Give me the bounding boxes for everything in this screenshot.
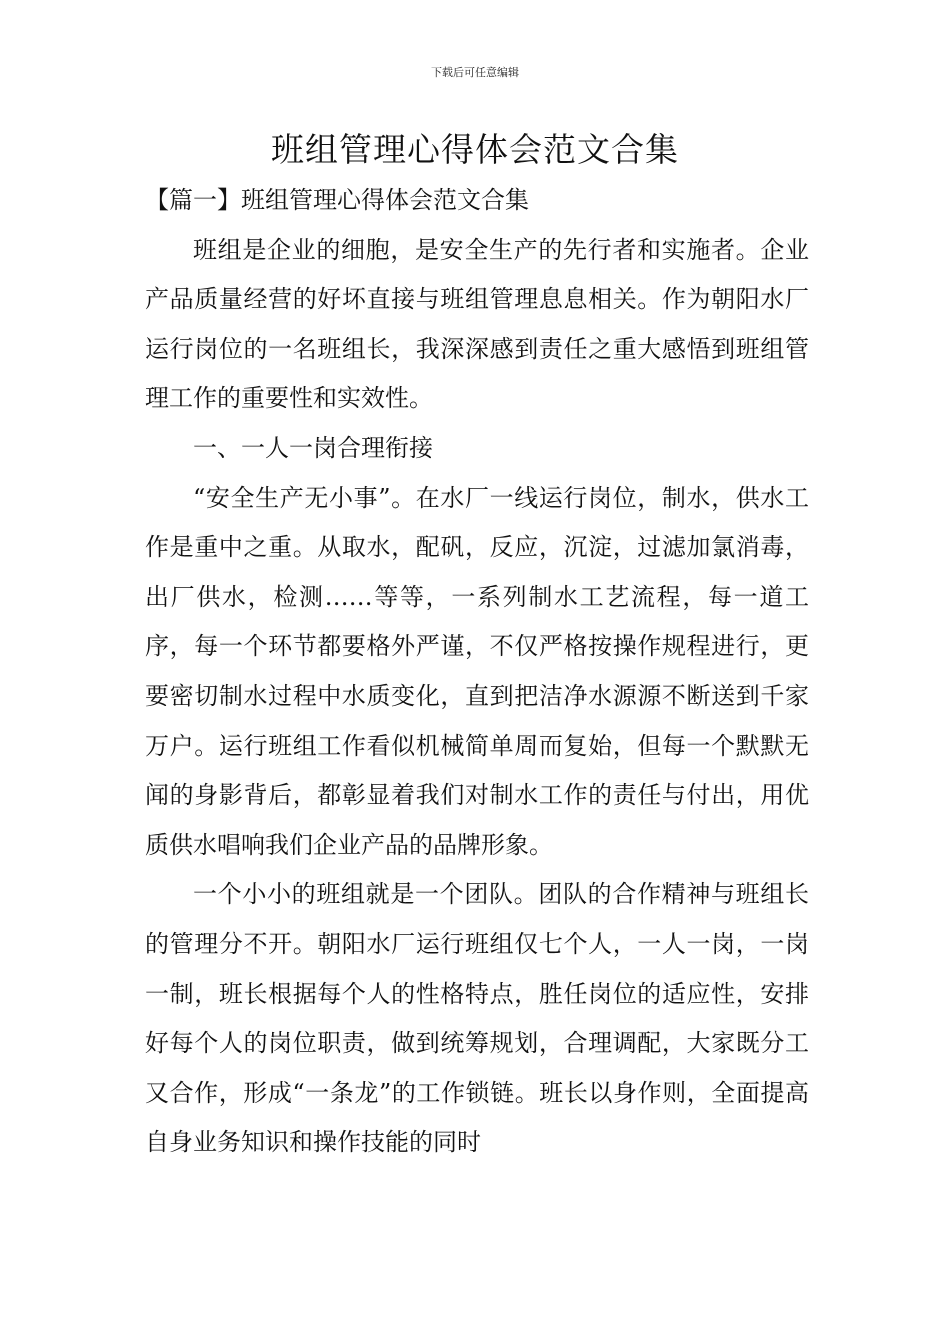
paragraph-safety-production: “安全生产无小事”。在水厂一线运行岗位，制水，供水工作是重中之重。从取水，配矾，反应，沉淀，过滤加氯消毒，出厂供水，检测……等等，一系列制水工艺流程，每一道工序，每一个环节都要格外严谨，不仅严格按操作规程进行，更要密切制水过程中水质变化，直到把洁净水源源不断送到千家万户。运行班组工作看似机械简单周而复始，但每一个默默无闻的身影背后，都彰显着我们对制水工作的责任与付出，用优质供水唱响我们企业产品的品牌形象。 <box>145 483 809 859</box>
header-note: 下载后可任意编辑 <box>431 66 519 79</box>
paragraph-team: 一个小小的班组就是一个团队。团队的合作精神与班组长的管理分不开。朝阳水厂运行班组仅七个人，一人一岗，一岗一制，班长根据每个人的性格特点，胜任岗位的适应性，安排好每个人的岗位职责，做到统筹规划，合理调配，大家既分工又合作，形成“一条龙”的工作锁链。班长以身作则，全面提高自身业务知识和操作技能的同时 <box>145 880 809 1157</box>
document-title: 班组管理心得体会范文合集 <box>271 130 679 169</box>
paragraph-intro: 班组是企业的细胞，是安全生产的先行者和实施者。企业产品质量经营的好坏直接与班组管理息息相关。作为朝阳水厂运行岗位的一名班组长，我深深感到责任之重大感悟到班组管理工作的重要性和实效性。 <box>145 235 809 413</box>
section-heading: 【篇一】班组管理心得体会范文合集 <box>145 186 529 214</box>
document-body <box>145 176 809 1168</box>
subheading-one-person-one-post: 一、一人一岗合理衔接 <box>193 433 433 462</box>
